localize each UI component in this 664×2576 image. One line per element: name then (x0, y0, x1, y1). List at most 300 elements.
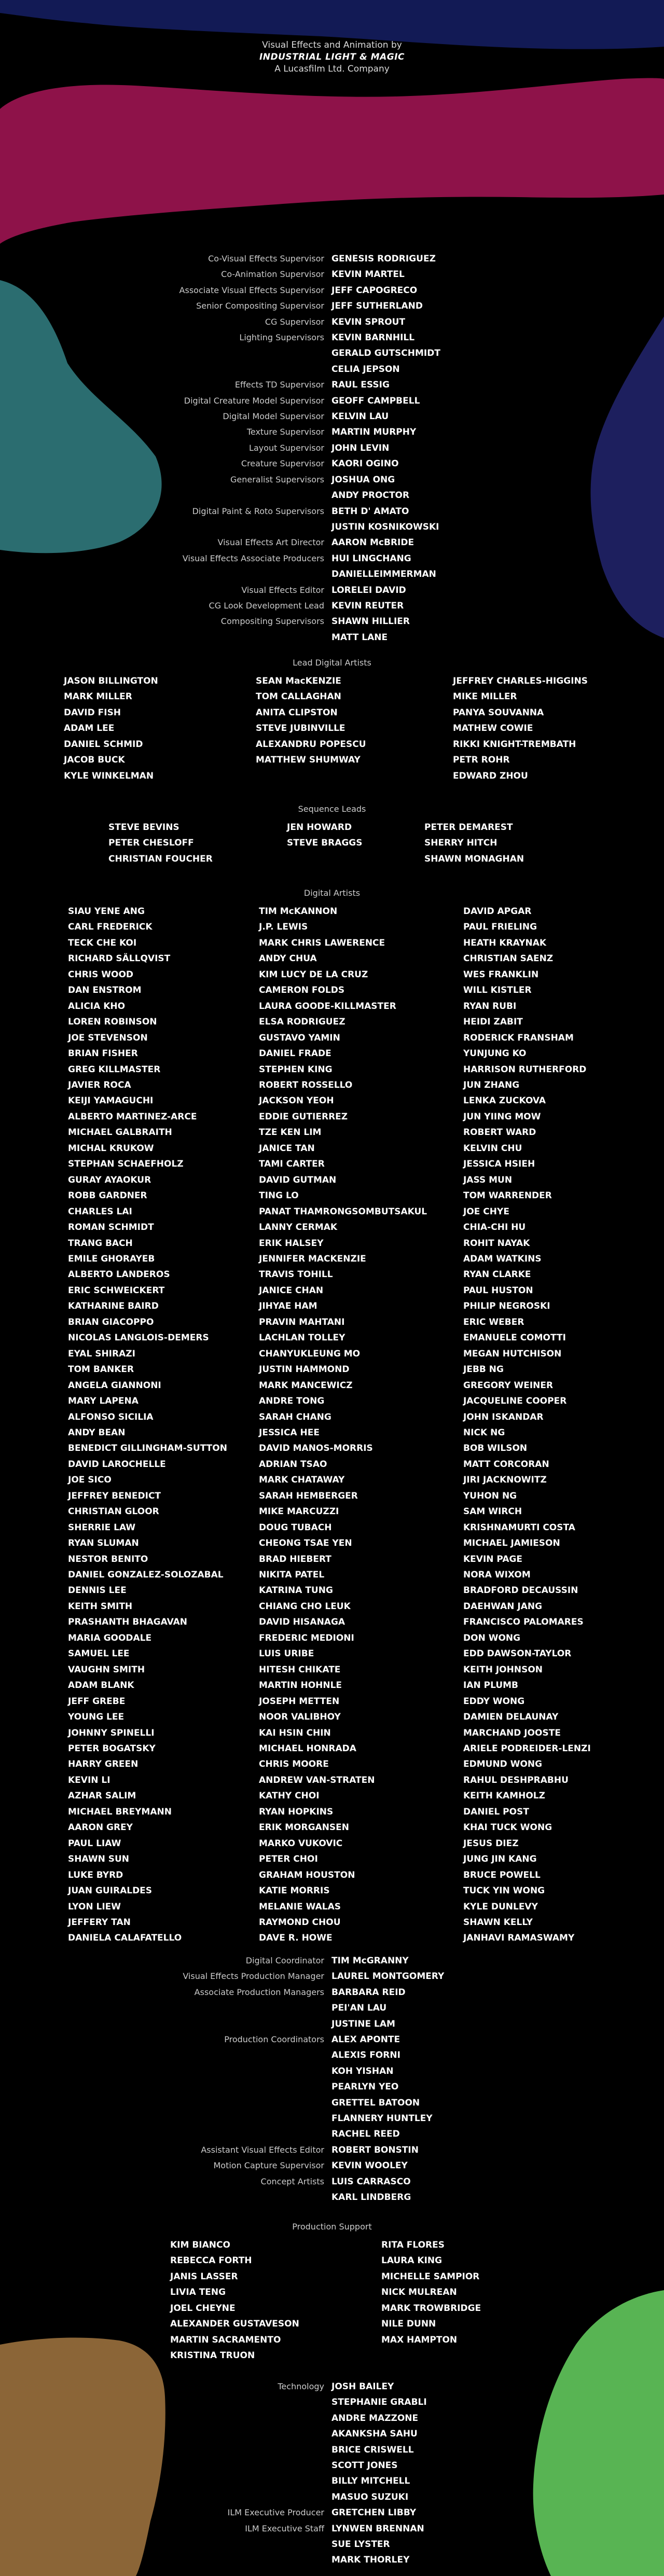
artist-name: DAVID GUTMAN (259, 1174, 337, 1185)
artist-name: LIVIA TENG (170, 2287, 226, 2298)
credit-row (0, 2190, 444, 2205)
artist-name: JENNIFER MACKENZIE (259, 1253, 366, 1264)
credit-role (0, 2016, 331, 2032)
credit-row (0, 330, 440, 345)
credit-role (0, 2063, 331, 2079)
artist-name: EDDY WONG (463, 1696, 525, 1707)
credit-row (0, 440, 440, 456)
artist-name: TOM BANKER (68, 1364, 134, 1375)
artist-name: ELSA RODRIGUEZ (259, 1017, 345, 1028)
credit-name: JUSTIN KOSNIKOWSKI (331, 521, 439, 532)
artist-name: LYON LIEW (68, 1901, 121, 1912)
credit-row (0, 2473, 427, 2489)
artist-name: AARON GREY (68, 1822, 133, 1833)
artist-name: MICHAEL HONRADA (259, 1743, 356, 1754)
artist-name: TUCK YIN WONG (463, 1886, 545, 1896)
artist-name: RICHARD SÄLLQVIST (68, 953, 171, 964)
artist-name: KHAI TUCK WONG (463, 1822, 552, 1833)
artist-name: CHARLES LAI (68, 1206, 132, 1217)
artist-name: JACOB BUCK (64, 755, 125, 766)
artist-name: CAMERON FOLDS (259, 985, 345, 996)
artist-name: ADAM LEE (64, 723, 115, 734)
credit-row (0, 362, 440, 377)
credit-name: KAORI OGINO (331, 459, 399, 469)
credit-name: BILLY MITCHELL (331, 2476, 410, 2487)
artist-name: JUAN GUIRALDES (68, 1886, 153, 1896)
artist-name: EMILE GHORAYEB (68, 1253, 155, 1264)
credit-role (0, 2000, 331, 2016)
artist-name: PETER DEMAREST (424, 822, 513, 833)
credit-name: MARK THORLEY (331, 2555, 410, 2566)
artist-name: ERIC SCHWEICKERT (68, 1285, 165, 1296)
artist-name: PETER CHOI (259, 1854, 318, 1865)
sequence-leads-title: Sequence Leads (298, 804, 366, 814)
credit-name: MASUO SUZUKI (331, 2491, 409, 2502)
artist-name: LAURA GOODE-KILLMASTER (259, 1001, 396, 1012)
artist-name: PAUL LIAW (68, 1838, 121, 1849)
artist-name: TIM McKANNON (259, 906, 338, 917)
artist-name: STEPHEN KING (259, 1064, 333, 1075)
artist-name: ANDY BEAN (68, 1427, 126, 1438)
credit-name: JEFF SUTHERLAND (331, 301, 423, 312)
artist-name: MARK MANCEWICZ (259, 1380, 353, 1391)
supervisors-section (0, 251, 664, 645)
artist-name: BRUCE POWELL (463, 1869, 541, 1880)
credit-name: JOSHUA ONG (331, 474, 395, 485)
artist-name: ALBERTO LANDEROS (68, 1269, 170, 1280)
artist-name: KYLE WINKELMAN (64, 770, 154, 781)
credit-name: AKANKSHA SAHU (331, 2429, 418, 2440)
credit-role: CG Look Development Lead (209, 600, 324, 611)
artist-name: GREGORY WEINER (463, 1380, 554, 1391)
artist-name: STEPHAN SCHAEFHOLZ (68, 1159, 184, 1170)
artist-name: DANIELA CALAFATELLO (68, 1933, 182, 1944)
artist-name: KAI HSIN CHIN (259, 1727, 331, 1738)
artist-name: DAVID MANOS-MORRIS (259, 1443, 373, 1454)
artist-name: NORA WIXOM (463, 1570, 531, 1581)
credit-name: LUIS CARRASCO (331, 2176, 411, 2187)
credit-name: BETH D' AMATO (331, 506, 409, 517)
credit-row (0, 519, 440, 535)
artist-name: DENNIS LEE (68, 1585, 127, 1596)
artist-name: MICHAEL JAMIESON (463, 1538, 560, 1549)
artist-name: BOB WILSON (463, 1443, 528, 1454)
credit-name: KOH YISHAN (331, 2066, 394, 2076)
credit-name: SCOTT JONES (331, 2460, 398, 2471)
credit-row (0, 345, 440, 361)
artist-name: TOM CALLAGHAN (256, 691, 341, 702)
credit-role: Lighting Supervisors (239, 333, 324, 343)
artist-name: JIRI JACKNOWITZ (463, 1475, 547, 1486)
artist-name: RYAN SLUMAN (68, 1538, 139, 1549)
artist-name: JOE SICO (68, 1475, 112, 1486)
credit-role: Senior Compositing Supervisor (196, 301, 324, 311)
artist-name: JOHN ISKANDAR (463, 1411, 544, 1422)
artist-name: MELANIE WALAS (259, 1901, 341, 1912)
artist-name: NIKITA PATEL (259, 1570, 325, 1581)
artist-name: FRANCISCO PALOMARES (463, 1617, 584, 1628)
credit-role: Associate Visual Effects Supervisor (179, 285, 324, 295)
artist-name: FREDERIC MEDIONI (259, 1632, 354, 1643)
credit-row (0, 1985, 444, 2000)
artist-name: CHEONG TSAE YEN (259, 1538, 352, 1549)
artist-name: KEITH JOHNSON (463, 1664, 543, 1675)
artist-name: ROMAN SCHMIDT (68, 1222, 154, 1233)
artist-name: CHRIS MOORE (259, 1759, 329, 1770)
artist-name: NOOR VALIBHOY (259, 1712, 341, 1723)
name-column (424, 820, 524, 867)
credit-role (0, 2411, 331, 2426)
artist-name: ERIK MORGANSEN (259, 1822, 350, 1833)
artist-name: MICHAEL BREYMANN (68, 1806, 172, 1817)
artist-name: MARY LAPENA (68, 1396, 139, 1407)
artist-name: LUIS URIBE (259, 1649, 314, 1659)
credit-role: Generalist Supervisors (230, 474, 324, 484)
credit-role (0, 2394, 331, 2410)
artist-name: DANIEL POST (463, 1806, 529, 1817)
credit-row (0, 2016, 444, 2032)
artist-name: NILE DUNN (381, 2319, 436, 2330)
artist-name: MIKE MILLER (453, 691, 517, 702)
artist-name: JEFFREY CHARLES-HIGGINS (453, 676, 588, 686)
credit-role: Associate Production Managers (194, 1987, 324, 1997)
artist-name: DANIEL FRADE (259, 1048, 331, 1059)
artist-name: SEAN MacKENZIE (256, 676, 341, 686)
artist-name: CHRISTIAN SAENZ (463, 953, 554, 964)
artist-name: MICHAL KRUKOW (68, 1143, 154, 1154)
credit-name: MATT LANE (331, 632, 388, 643)
credit-row (0, 551, 440, 566)
artist-name: PHILIP NEGROSKI (463, 1301, 550, 1312)
artist-name: SARAH HEMBERGER (259, 1490, 358, 1501)
credit-row (0, 2394, 427, 2410)
artist-name: ANITA CLIPSTON (256, 707, 338, 718)
credit-name: GRETTEL BATOON (331, 2097, 420, 2108)
artist-name: CHIA-CHI HU (463, 1222, 526, 1233)
artist-name: JASON BILLINGTON (64, 676, 158, 686)
artist-name: MARK CHATAWAY (259, 1475, 345, 1486)
artist-name: CHRIS WOOD (68, 969, 134, 980)
credit-name: JOSH BAILEY (331, 2381, 394, 2392)
artist-name: JEFFERY TAN (68, 1917, 131, 1928)
artist-name: KELVIN CHU (463, 1143, 522, 1154)
artist-name: VAUGHN SMITH (68, 1664, 145, 1675)
credit-row (0, 2032, 444, 2047)
artist-name: JESSICA HSIEH (463, 1159, 535, 1170)
credit-role (0, 2111, 331, 2126)
artist-name: SIAU YENE ANG (68, 906, 145, 917)
credit-role: ILM Executive Producer (227, 2508, 324, 2518)
artist-name: YOUNG LEE (68, 1712, 125, 1723)
credit-role: Co-Visual Effects Supervisor (208, 254, 324, 264)
credit-row (0, 2426, 427, 2442)
credit-name: GRETCHEN LIBBY (331, 2508, 417, 2518)
artist-name: DANIEL GONZALEZ-SOLOZABAL (68, 1570, 224, 1581)
credit-name: AARON McBRIDE (331, 537, 414, 548)
artist-name: ALBERTO MARTINEZ-ARCE (68, 1111, 197, 1122)
credit-role (0, 2426, 331, 2442)
artist-name: KATHARINE BAIRD (68, 1301, 159, 1312)
credit-name: JUSTINE LAM (331, 2018, 395, 2029)
artist-name: ANDREW VAN-STRATEN (259, 1775, 375, 1785)
credit-row (0, 2442, 427, 2458)
credit-name: ANDRE MAZZONE (331, 2413, 419, 2423)
digital-artists-title: Digital Artists (303, 888, 361, 898)
name-column (381, 2237, 481, 2348)
credit-row (0, 2174, 444, 2190)
production-support-title: Production Support (292, 2222, 372, 2232)
artist-name: MARCHAND JOOSTE (463, 1727, 561, 1738)
credit-row (0, 2505, 427, 2520)
credit-row (0, 267, 440, 282)
artist-name: STEVE BRAGGS (287, 838, 363, 849)
name-column (68, 904, 227, 1946)
credit-role (0, 488, 331, 503)
credit-name: SUE LYSTER (331, 2539, 390, 2550)
credit-row (0, 488, 440, 503)
credit-role: ILM Executive Staff (245, 2523, 324, 2533)
credit-name: GEOFF CAMPBELL (331, 395, 420, 406)
artist-name: JANHAVI RAMASWAMY (463, 1933, 575, 1944)
artist-name: JUSTIN HAMMOND (259, 1364, 350, 1375)
artist-name: SHERRY HITCH (424, 838, 497, 849)
credit-name: KEVIN MARTEL (331, 269, 405, 280)
vfx-intro-line: Visual Effects and Animation by (262, 40, 402, 50)
artist-name: JIHYAE HAM (259, 1301, 317, 1312)
artist-name: DAN ENSTROM (68, 985, 142, 996)
credit-row (0, 2142, 444, 2158)
artist-name: DON WONG (463, 1632, 521, 1643)
credit-row (0, 2158, 444, 2173)
artist-name: LOREN ROBINSON (68, 1017, 157, 1028)
artist-name: TRAVIS TOHILL (259, 1269, 333, 1280)
credit-role: Layout Supervisor (249, 442, 324, 453)
artist-name: JESUS DIEZ (463, 1838, 519, 1849)
artist-name: ADAM BLANK (68, 1680, 134, 1691)
artist-name: JOEL CHEYNE (170, 2303, 236, 2314)
credit-role: Co-Animation Supervisor (221, 269, 324, 280)
credit-row (0, 2489, 427, 2505)
artist-name: NESTOR BENITO (68, 1554, 148, 1564)
lead-digital-artists-title: Lead Digital Artists (293, 658, 371, 668)
credit-role (0, 2537, 331, 2552)
credit-role: Technology (278, 2381, 324, 2391)
credit-row (0, 393, 440, 409)
artist-name: BRIAN GIACOPPO (68, 1317, 154, 1327)
credit-row (0, 535, 440, 550)
credit-row (0, 583, 440, 598)
artist-name: KRISHNAMURTI COSTA (463, 1522, 575, 1533)
credit-row (0, 2411, 427, 2426)
artist-name: JACKSON YEOH (259, 1096, 334, 1106)
credit-role: Assistant Visual Effects Editor (201, 2144, 324, 2155)
credit-role: Visual Effects Associate Producers (182, 553, 324, 563)
artist-name: TING LO (259, 1190, 299, 1201)
artist-name: CARL FREDERICK (68, 922, 153, 933)
artist-name: HARRY GREEN (68, 1759, 139, 1770)
credit-name: BRICE CRISWELL (331, 2444, 414, 2455)
credit-row (0, 2379, 427, 2394)
artist-name: JANICE CHAN (259, 1285, 324, 1296)
artist-name: RYAN CLARKE (463, 1269, 531, 1280)
credit-row (0, 2095, 444, 2111)
credit-role (0, 345, 331, 361)
artist-name: YUHON NG (463, 1490, 517, 1501)
artist-name: ANDRE TONG (259, 1396, 325, 1407)
credit-name: KEVIN WOOLEY (331, 2160, 408, 2171)
credit-name: TIM McGRANNY (331, 1956, 409, 1966)
credit-name: LORELEI DAVID (331, 585, 406, 595)
credit-row (0, 2552, 427, 2568)
credit-name: STEPHANIE GRABLI (331, 2397, 427, 2408)
artist-name: SHAWN SUN (68, 1854, 130, 1865)
credit-name: JOHN LEVIN (331, 442, 390, 453)
credit-role: Concept Artists (260, 2176, 324, 2186)
credit-row (0, 504, 440, 519)
name-column (108, 820, 213, 867)
artist-name: MARK MILLER (64, 691, 132, 702)
artist-name: EDDIE GUTIERREZ (259, 1111, 348, 1122)
credit-role: Visual Effects Editor (241, 585, 324, 595)
credit-name: GENESIS RODRIGUEZ (331, 254, 436, 264)
artist-name: NICK MULREAN (381, 2287, 457, 2298)
artist-name: JEFFREY BENEDICT (68, 1490, 161, 1501)
artist-name: MATT CORCORAN (463, 1459, 549, 1470)
credit-row (0, 2521, 427, 2537)
artist-name: BRAD HIEBERT (259, 1554, 331, 1564)
artist-name: MICHAEL GALBRAITH (68, 1127, 172, 1138)
artist-name: YUNJUNG KO (463, 1048, 527, 1059)
name-column (64, 673, 158, 784)
artist-name: JAVIER ROCA (68, 1079, 131, 1090)
credit-role (0, 519, 331, 535)
credit-role: Digital Model Supervisor (223, 411, 324, 422)
artist-name: JUN YIING MOW (463, 1111, 541, 1122)
artist-name: CHRISTIAN FOUCHER (108, 853, 213, 864)
credit-name: PEI'AN LAU (331, 2003, 387, 2014)
artist-name: RITA FLORES (381, 2240, 445, 2250)
credit-row (0, 456, 440, 472)
credit-role (0, 2442, 331, 2458)
artist-name: JASS MUN (463, 1174, 513, 1185)
credit-row (0, 630, 440, 645)
credit-role (0, 362, 331, 377)
credit-row (0, 2047, 444, 2063)
credit-name: RAUL ESSIG (331, 380, 390, 391)
credit-name: LYNWEN BRENNAN (331, 2523, 424, 2534)
artist-name: ARIELE PODREIDER-LENZI (463, 1743, 591, 1754)
credit-name: RACHEL REED (331, 2129, 400, 2140)
artist-name: MICHELLE SAMPIOR (381, 2271, 480, 2282)
artist-name: MARTIN SACRAMENTO (170, 2334, 281, 2345)
credit-role (0, 2552, 331, 2568)
artist-name: ROBB GARDNER (68, 1190, 147, 1201)
artist-name: SHAWN KELLY (463, 1917, 533, 1928)
credit-role: Production Coordinators (224, 2034, 324, 2045)
artist-name: KEVIN PAGE (463, 1554, 523, 1564)
credit-role: Digital Creature Model Supervisor (184, 395, 324, 406)
artist-name: AZHAR SALIM (68, 1791, 136, 1802)
credit-row (0, 2537, 427, 2552)
artist-name: BRIAN FISHER (68, 1048, 138, 1059)
credit-row (0, 298, 440, 314)
artist-name: MEGAN HUTCHISON (463, 1348, 562, 1359)
artist-name: JEBB NG (463, 1364, 504, 1375)
credit-role: Texture Supervisor (246, 427, 324, 437)
artist-name: EDD DAWSON-TAYLOR (463, 1649, 572, 1659)
credit-name: PEARLYN YEO (331, 2082, 399, 2093)
artist-name: JOHNNY SPINELLI (68, 1727, 155, 1738)
artist-name: ADAM WATKINS (463, 1253, 542, 1264)
credit-name: KARL LINDBERG (331, 2192, 411, 2203)
artist-name: ROBERT WARD (463, 1127, 536, 1138)
artist-name: MIKE MARCUZZI (259, 1506, 339, 1517)
credit-role: Digital Paint & Roto Supervisors (192, 506, 324, 516)
credit-row (0, 2000, 444, 2016)
technology-executive-list (0, 2379, 427, 2568)
artist-name: MATTHEW SHUMWAY (256, 755, 361, 766)
artist-name: DOUG TUBACH (259, 1522, 332, 1533)
artist-name: SHAWN MONAGHAN (424, 853, 524, 864)
artist-name: DAVID APGAR (463, 906, 532, 917)
artist-name: ROHIT NAYAK (463, 1238, 530, 1249)
credit-name: LAUREL MONTGOMERY (331, 1971, 445, 1982)
artist-name: REBECCA FORTH (170, 2255, 252, 2266)
artist-name: TAMI CARTER (259, 1159, 325, 1170)
credit-role (0, 2047, 331, 2063)
artist-name: HEIDI ZABIT (463, 1017, 523, 1028)
artist-name: TOM WARRENDER (463, 1190, 552, 1201)
credit-row (0, 614, 440, 629)
artist-name: DAEHWAN JANG (463, 1601, 543, 1612)
artist-name: RYAN HOPKINS (259, 1806, 334, 1817)
digital-artists-section (0, 888, 664, 1944)
artist-name: BENEDICT GILLINGHAM-SUTTON (68, 1443, 227, 1454)
artist-name: SAMUEL LEE (68, 1649, 130, 1659)
artist-name: NICK NG (463, 1427, 505, 1438)
artist-name: JEN HOWARD (287, 822, 352, 833)
credit-role (0, 566, 331, 582)
artist-name: LUKE BYRD (68, 1869, 123, 1880)
artist-name: EMANUELE COMOTTI (463, 1333, 566, 1344)
credit-role: Digital Coordinator (245, 1956, 324, 1965)
artist-name: DAVE R. HOWE (259, 1933, 333, 1944)
coordination-list (0, 1953, 444, 2206)
artist-name: DAVID FISH (64, 707, 121, 718)
artist-name: PANYA SOUVANNA (453, 707, 544, 718)
vfx-company-name: INDUSTRIAL LIGHT & MAGIC (259, 52, 405, 62)
artist-name: DAVID LAROCHELLE (68, 1459, 166, 1470)
artist-name: KATRINA TUNG (259, 1585, 333, 1596)
credit-name: JEFF CAPOGRECO (331, 285, 418, 296)
credit-row (0, 283, 440, 298)
artist-name: CHRISTIAN GLOOR (68, 1506, 159, 1517)
artist-name: JACQUELINE COOPER (463, 1396, 567, 1407)
artist-name: JOE CHYE (463, 1206, 509, 1217)
name-column (287, 820, 363, 851)
artist-name: CHIANG CHO LEUK (259, 1601, 351, 1612)
credit-role: Motion Capture Supervisor (213, 2160, 324, 2171)
credit-name: KEVIN REUTER (331, 600, 404, 611)
credit-row (0, 1953, 444, 1969)
artist-name: GREG KILLMASTER (68, 1064, 161, 1075)
artist-name: HARRISON RUTHERFORD (463, 1064, 587, 1075)
artist-name: RAHUL DESHPRABHU (463, 1775, 569, 1785)
credit-role: Visual Effects Production Manager (183, 1971, 324, 1982)
lead-digital-artists-section (0, 658, 664, 781)
credit-name: HUI LINGCHANG (331, 553, 411, 564)
artist-name: JANICE TAN (259, 1143, 315, 1154)
